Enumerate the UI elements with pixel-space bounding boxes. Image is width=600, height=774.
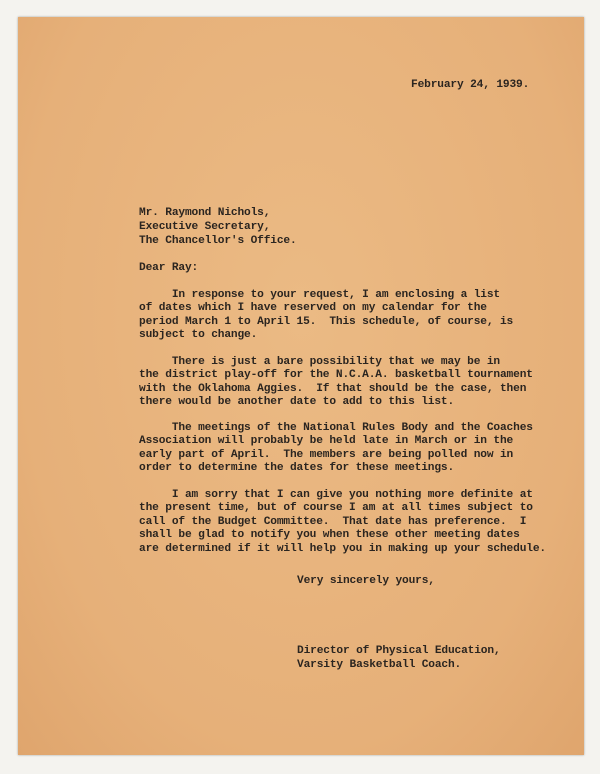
paragraph-line: Association will probably be held late in March or in the — [139, 435, 514, 448]
paragraph-1 — [139, 289, 513, 343]
paragraph-line: subject to change. — [139, 329, 258, 342]
paragraph-line: call of the Budget Committee. That date has preference. I — [139, 515, 527, 528]
paragraph-line: there would be another date to add to this list. — [139, 396, 455, 409]
closing: Very sincerely yours, — [297, 575, 435, 587]
paragraph-line: the present time, but of course I am at all times subject to — [139, 502, 533, 515]
recipient-title: Executive Secretary, — [139, 221, 271, 233]
paragraph-line: period March 1 to April 15. This schedule, of course, is — [139, 315, 514, 328]
paragraph-2 — [139, 356, 533, 410]
letter-date: February 24, 1939. — [411, 79, 530, 91]
signature-title-2: Varsity Basketball Coach. — [297, 659, 462, 671]
paragraph-line: early part of April. The members are being polled now in — [139, 448, 514, 461]
paragraph-line: I am sorry that I can give you nothing more definite at — [139, 489, 533, 501]
signature-title-1: Director of Physical Education, — [297, 645, 501, 657]
paragraph-line: with the Oklahoma Aggies. If that should be the case, then — [139, 382, 527, 395]
letter-page — [18, 17, 584, 755]
paragraph-line: There is just a bare possibility that we may be in — [139, 356, 500, 368]
paragraph-4 — [139, 489, 546, 556]
recipient-office: The Chancellor's Office. — [139, 235, 297, 247]
recipient-name: Mr. Raymond Nichols, — [139, 207, 271, 219]
paragraph-line: the district play-off for the N.C.A.A. basketball tournament — [139, 369, 533, 382]
paragraph-3 — [139, 422, 533, 476]
paragraph-line: are determined if it will help you in making up your schedule. — [139, 542, 546, 555]
paragraph-line: of dates which I have reserved on my calendar for the — [139, 302, 487, 315]
salutation: Dear Ray: — [139, 262, 199, 274]
paragraph-line: The meetings of the National Rules Body and the Coaches — [139, 422, 533, 434]
paragraph-line: shall be glad to notify you when these other meeting dates — [139, 529, 520, 542]
paragraph-line: In response to your request, I am enclosing a list — [139, 289, 500, 301]
paragraph-line: order to determine the dates for these meetings. — [139, 462, 455, 475]
